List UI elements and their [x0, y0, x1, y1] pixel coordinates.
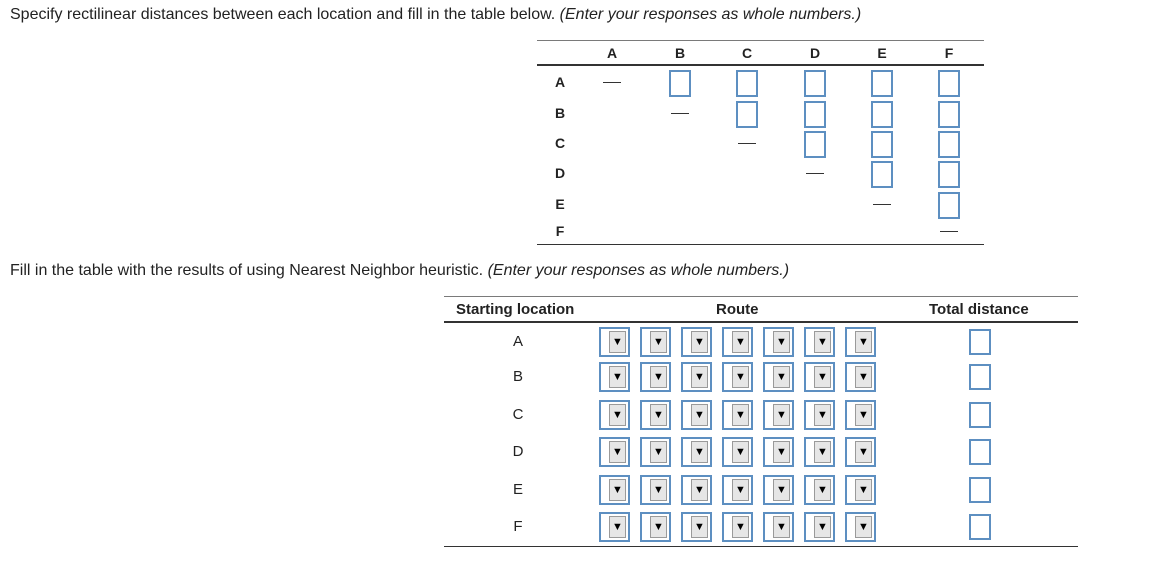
route-dropdown-b-3[interactable] — [681, 362, 712, 392]
route-dropdown-d-3[interactable] — [681, 437, 712, 467]
route-dropdown-a-4[interactable] — [722, 327, 753, 357]
chevron-down-icon[interactable]: ▼ — [691, 479, 708, 501]
starting-location-b: B — [512, 368, 523, 385]
distance-input-b-e[interactable] — [871, 101, 893, 128]
chevron-down-icon[interactable]: ▼ — [732, 366, 749, 388]
starting-location-c: C — [512, 406, 524, 423]
chevron-down-icon[interactable]: ▼ — [773, 441, 790, 463]
column-header-f: F — [944, 45, 954, 61]
row-header-d: D — [554, 165, 566, 181]
chevron-down-icon[interactable]: ▼ — [691, 366, 708, 388]
route-dropdown-a-1[interactable] — [599, 327, 630, 357]
chevron-down-icon[interactable]: ▼ — [732, 516, 749, 538]
route-dropdown-e-1[interactable] — [599, 475, 630, 505]
total-distance-input-f[interactable] — [969, 514, 991, 540]
chevron-down-icon[interactable]: ▼ — [609, 479, 626, 501]
route-dropdown-f-2[interactable] — [640, 512, 671, 542]
total-distance-input-d[interactable] — [969, 439, 991, 465]
route-dropdown-e-5[interactable] — [763, 475, 794, 505]
chevron-down-icon[interactable]: ▼ — [732, 441, 749, 463]
chevron-down-icon[interactable]: ▼ — [609, 441, 626, 463]
distance-input-c-d[interactable] — [804, 131, 826, 158]
route-dropdown-d-1[interactable] — [599, 437, 630, 467]
route-dropdown-a-3[interactable] — [681, 327, 712, 357]
route-dropdown-c-6[interactable] — [804, 400, 835, 430]
chevron-down-icon[interactable]: ▼ — [650, 331, 667, 353]
total-distance-input-e[interactable] — [969, 477, 991, 503]
chevron-down-icon[interactable]: ▼ — [650, 366, 667, 388]
distance-input-b-f[interactable] — [938, 101, 960, 128]
route-dropdown-d-2[interactable] — [640, 437, 671, 467]
distance-input-e-f[interactable] — [938, 192, 960, 219]
nearest-neighbor-table — [444, 296, 1078, 547]
row-header-e: E — [555, 196, 565, 212]
chevron-down-icon[interactable]: ▼ — [814, 479, 831, 501]
total-distance-input-a[interactable] — [969, 329, 991, 355]
route-dropdown-b-4[interactable] — [722, 362, 753, 392]
route-dropdown-e-2[interactable] — [640, 475, 671, 505]
row-header-b: B — [554, 105, 566, 121]
column-header-a: A — [606, 45, 618, 61]
chevron-down-icon[interactable]: ▼ — [691, 331, 708, 353]
chevron-down-icon[interactable]: ▼ — [691, 441, 708, 463]
chevron-down-icon[interactable]: ▼ — [650, 404, 667, 426]
route-dropdown-c-7[interactable] — [845, 400, 876, 430]
chevron-down-icon[interactable]: ▼ — [773, 404, 790, 426]
chevron-down-icon[interactable]: ▼ — [732, 479, 749, 501]
row-header-c: C — [554, 135, 566, 151]
chevron-down-icon[interactable]: ▼ — [855, 479, 872, 501]
chevron-down-icon[interactable]: ▼ — [814, 516, 831, 538]
distance-input-a-b[interactable] — [669, 70, 691, 97]
route-dropdown-f-3[interactable] — [681, 512, 712, 542]
diagonal-dash — [603, 82, 621, 83]
chevron-down-icon[interactable]: ▼ — [814, 441, 831, 463]
route-dropdown-f-6[interactable] — [804, 512, 835, 542]
column-header-e: E — [877, 45, 887, 61]
chevron-down-icon[interactable]: ▼ — [773, 331, 790, 353]
nn-instructions-hint: (Enter your responses as whole numbers.) — [487, 262, 790, 279]
route-dropdown-f-1[interactable] — [599, 512, 630, 542]
route-dropdown-a-5[interactable] — [763, 327, 794, 357]
distance-matrix-table — [537, 40, 984, 245]
route-dropdown-b-5[interactable] — [763, 362, 794, 392]
chevron-down-icon[interactable]: ▼ — [650, 516, 667, 538]
starting-location-d: D — [512, 443, 524, 460]
starting-location-e: E — [512, 481, 523, 498]
route-dropdown-f-5[interactable] — [763, 512, 794, 542]
distance-input-d-f[interactable] — [938, 161, 960, 188]
diagonal-dash — [940, 231, 958, 232]
chevron-down-icon[interactable]: ▼ — [814, 404, 831, 426]
route-dropdown-b-6[interactable] — [804, 362, 835, 392]
total-distance-input-c[interactable] — [969, 402, 991, 428]
chevron-down-icon[interactable]: ▼ — [732, 404, 749, 426]
distance-instructions-text: Specify rectilinear distances between each location and fill in the table below. — [10, 6, 556, 23]
chevron-down-icon[interactable]: ▼ — [773, 479, 790, 501]
route-dropdown-a-6[interactable] — [804, 327, 835, 357]
route-dropdown-b-1[interactable] — [599, 362, 630, 392]
route-dropdown-e-3[interactable] — [681, 475, 712, 505]
route-dropdown-b-7[interactable] — [845, 362, 876, 392]
chevron-down-icon[interactable]: ▼ — [855, 441, 872, 463]
row-header-f: F — [555, 223, 565, 239]
distance-instructions-hint: (Enter your responses as whole numbers.) — [559, 6, 862, 23]
route-dropdown-c-2[interactable] — [640, 400, 671, 430]
route-dropdown-e-7[interactable] — [845, 475, 876, 505]
diagonal-dash — [806, 173, 824, 174]
chevron-down-icon[interactable]: ▼ — [691, 516, 708, 538]
starting-location-a: A — [512, 333, 523, 350]
starting-location-f: F — [513, 518, 523, 535]
chevron-down-icon[interactable]: ▼ — [773, 516, 790, 538]
route-dropdown-c-3[interactable] — [681, 400, 712, 430]
distance-input-b-d[interactable] — [804, 101, 826, 128]
chevron-down-icon[interactable]: ▼ — [650, 479, 667, 501]
chevron-down-icon[interactable]: ▼ — [814, 331, 831, 353]
row-header-a: A — [554, 74, 566, 90]
chevron-down-icon[interactable]: ▼ — [814, 366, 831, 388]
distance-input-c-e[interactable] — [871, 131, 893, 158]
chevron-down-icon[interactable]: ▼ — [609, 404, 626, 426]
nn-instructions — [10, 262, 789, 280]
starting-location-header: Starting location — [456, 301, 575, 318]
distance-input-b-c[interactable] — [736, 101, 758, 128]
chevron-down-icon[interactable]: ▼ — [773, 366, 790, 388]
chevron-down-icon[interactable]: ▼ — [855, 404, 872, 426]
route-dropdown-c-5[interactable] — [763, 400, 794, 430]
chevron-down-icon[interactable]: ▼ — [691, 404, 708, 426]
diagonal-dash — [671, 113, 689, 114]
route-dropdown-d-6[interactable] — [804, 437, 835, 467]
column-header-b: B — [674, 45, 686, 61]
chevron-down-icon[interactable]: ▼ — [609, 331, 626, 353]
distance-input-a-e[interactable] — [871, 70, 893, 97]
route-dropdown-f-4[interactable] — [722, 512, 753, 542]
distance-input-a-f[interactable] — [938, 70, 960, 97]
route-dropdown-c-1[interactable] — [599, 400, 630, 430]
distance-input-d-e[interactable] — [871, 161, 893, 188]
route-dropdown-f-7[interactable] — [845, 512, 876, 542]
route-dropdown-e-4[interactable] — [722, 475, 753, 505]
nn-table-header — [444, 297, 1078, 323]
route-dropdown-e-6[interactable] — [804, 475, 835, 505]
diagonal-dash — [873, 204, 891, 205]
chevron-down-icon[interactable]: ▼ — [855, 516, 872, 538]
chevron-down-icon[interactable]: ▼ — [609, 366, 626, 388]
chevron-down-icon[interactable]: ▼ — [855, 331, 872, 353]
distance-instructions — [10, 6, 861, 24]
chevron-down-icon[interactable]: ▼ — [732, 331, 749, 353]
route-dropdown-c-4[interactable] — [722, 400, 753, 430]
chevron-down-icon[interactable]: ▼ — [855, 366, 872, 388]
route-dropdown-b-2[interactable] — [640, 362, 671, 392]
distance-input-a-d[interactable] — [804, 70, 826, 97]
column-header-c: C — [741, 45, 753, 61]
total-distance-input-b[interactable] — [969, 364, 991, 390]
distance-input-a-c[interactable] — [736, 70, 758, 97]
column-header-d: D — [809, 45, 821, 61]
route-dropdown-a-2[interactable] — [640, 327, 671, 357]
total-distance-header: Total distance — [929, 301, 1029, 318]
distance-matrix-header — [537, 41, 984, 66]
distance-input-c-f[interactable] — [938, 131, 960, 158]
diagonal-dash — [738, 143, 756, 144]
route-dropdown-d-7[interactable] — [845, 437, 876, 467]
route-header: Route — [716, 301, 759, 318]
route-dropdown-d-5[interactable] — [763, 437, 794, 467]
nn-instructions-text: Fill in the table with the results of using Nearest Neighbor heuristic. — [10, 262, 484, 279]
chevron-down-icon[interactable]: ▼ — [609, 516, 626, 538]
chevron-down-icon[interactable]: ▼ — [650, 441, 667, 463]
route-dropdown-a-7[interactable] — [845, 327, 876, 357]
route-dropdown-d-4[interactable] — [722, 437, 753, 467]
